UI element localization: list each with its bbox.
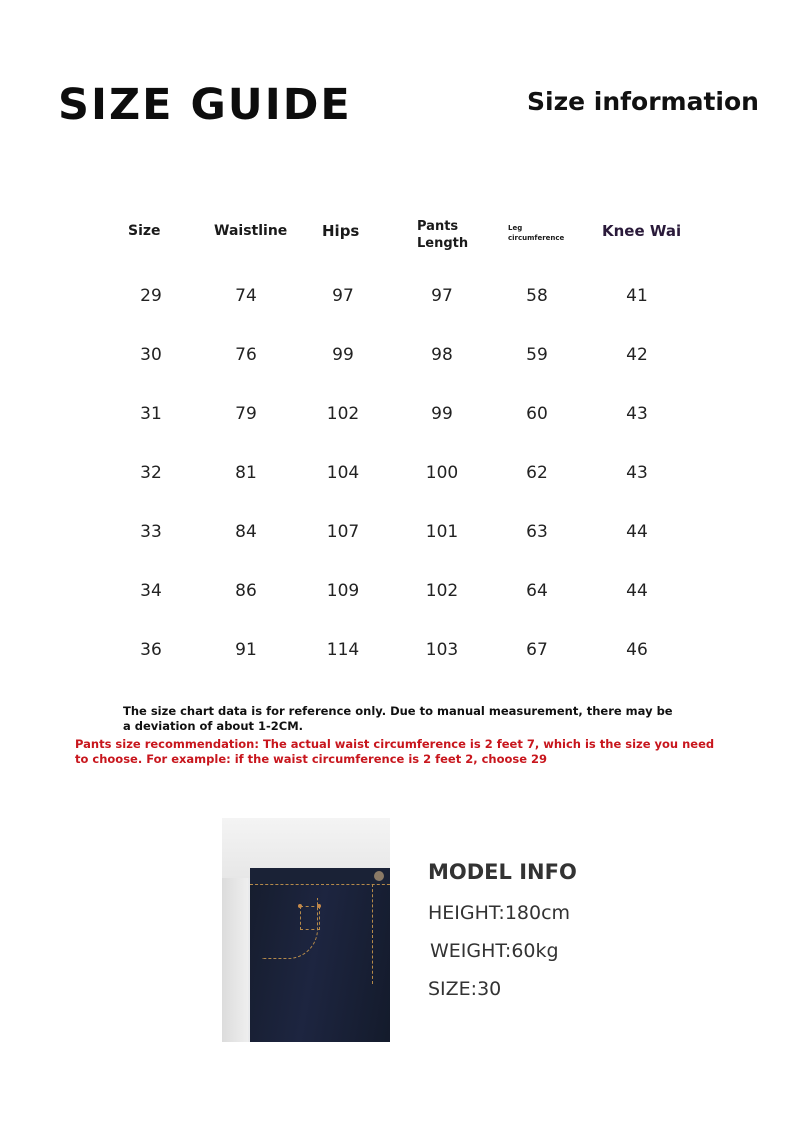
table-cell: 62 xyxy=(526,463,548,483)
column-header-pants-length: Pants Length xyxy=(417,219,469,251)
table-row xyxy=(0,640,790,670)
table-row xyxy=(0,463,790,493)
table-cell: 59 xyxy=(526,345,548,365)
disclaimer-note: The size chart data is for reference only. Due to manual measurement, there may be a deviation of about 1-2CM. xyxy=(123,704,673,733)
table-cell: 41 xyxy=(626,286,648,306)
table-row xyxy=(0,345,790,375)
page-title: SIZE GUIDE xyxy=(58,80,352,130)
table-cell: 63 xyxy=(526,522,548,542)
table-cell: 101 xyxy=(425,522,459,542)
table-cell: 99 xyxy=(332,345,354,365)
table-cell: 44 xyxy=(626,581,648,601)
table-cell: 33 xyxy=(140,522,162,542)
table-cell: 79 xyxy=(235,404,257,424)
table-cell: 103 xyxy=(425,640,459,660)
table-cell: 76 xyxy=(235,345,257,365)
column-header-size: Size xyxy=(128,223,161,239)
column-header-leg-circumference: Leg circumference xyxy=(508,224,565,242)
model-weight: WEIGHT:60kg xyxy=(430,940,559,962)
table-cell: 67 xyxy=(526,640,548,660)
table-row xyxy=(0,581,790,611)
table-row xyxy=(0,522,790,552)
model-photo xyxy=(222,818,390,1042)
table-cell: 97 xyxy=(431,286,453,306)
table-cell: 43 xyxy=(626,463,648,483)
column-header-hips: Hips xyxy=(322,222,360,240)
table-cell: 42 xyxy=(626,345,648,365)
table-cell: 58 xyxy=(526,286,548,306)
table-cell: 102 xyxy=(326,404,360,424)
table-cell: 100 xyxy=(425,463,459,483)
table-cell: 114 xyxy=(326,640,360,660)
model-info-title: MODEL INFO xyxy=(428,860,577,884)
column-header-knee: Knee Wai xyxy=(602,222,682,240)
table-cell: 60 xyxy=(526,404,548,424)
model-size: SIZE:30 xyxy=(428,978,502,1000)
table-cell: 44 xyxy=(626,522,648,542)
table-cell: 31 xyxy=(140,404,162,424)
table-cell: 81 xyxy=(235,463,257,483)
table-cell: 109 xyxy=(326,581,360,601)
table-row xyxy=(0,404,790,434)
table-row xyxy=(0,286,790,316)
table-cell: 64 xyxy=(526,581,548,601)
table-cell: 29 xyxy=(140,286,162,306)
table-cell: 32 xyxy=(140,463,162,483)
table-cell: 30 xyxy=(140,345,162,365)
model-height: HEIGHT:180cm xyxy=(428,902,571,924)
table-cell: 102 xyxy=(425,581,459,601)
table-cell: 97 xyxy=(332,286,354,306)
table-cell: 46 xyxy=(626,640,648,660)
table-cell: 36 xyxy=(140,640,162,660)
table-cell: 74 xyxy=(235,286,257,306)
table-cell: 104 xyxy=(326,463,360,483)
size-recommendation: Pants size recommendation: The actual waist circumference is 2 feet 7, which is the size you need to choose. For example: if the waist circumference is 2 feet 2, choose 29 xyxy=(75,737,715,766)
page-subtitle: Size information xyxy=(527,87,759,116)
table-cell: 98 xyxy=(431,345,453,365)
table-cell: 86 xyxy=(235,581,257,601)
table-cell: 43 xyxy=(626,404,648,424)
table-cell: 107 xyxy=(326,522,360,542)
table-cell: 84 xyxy=(235,522,257,542)
table-cell: 34 xyxy=(140,581,162,601)
table-cell: 99 xyxy=(431,404,453,424)
table-cell: 91 xyxy=(235,640,257,660)
column-header-waistline: Waistline xyxy=(214,223,288,239)
